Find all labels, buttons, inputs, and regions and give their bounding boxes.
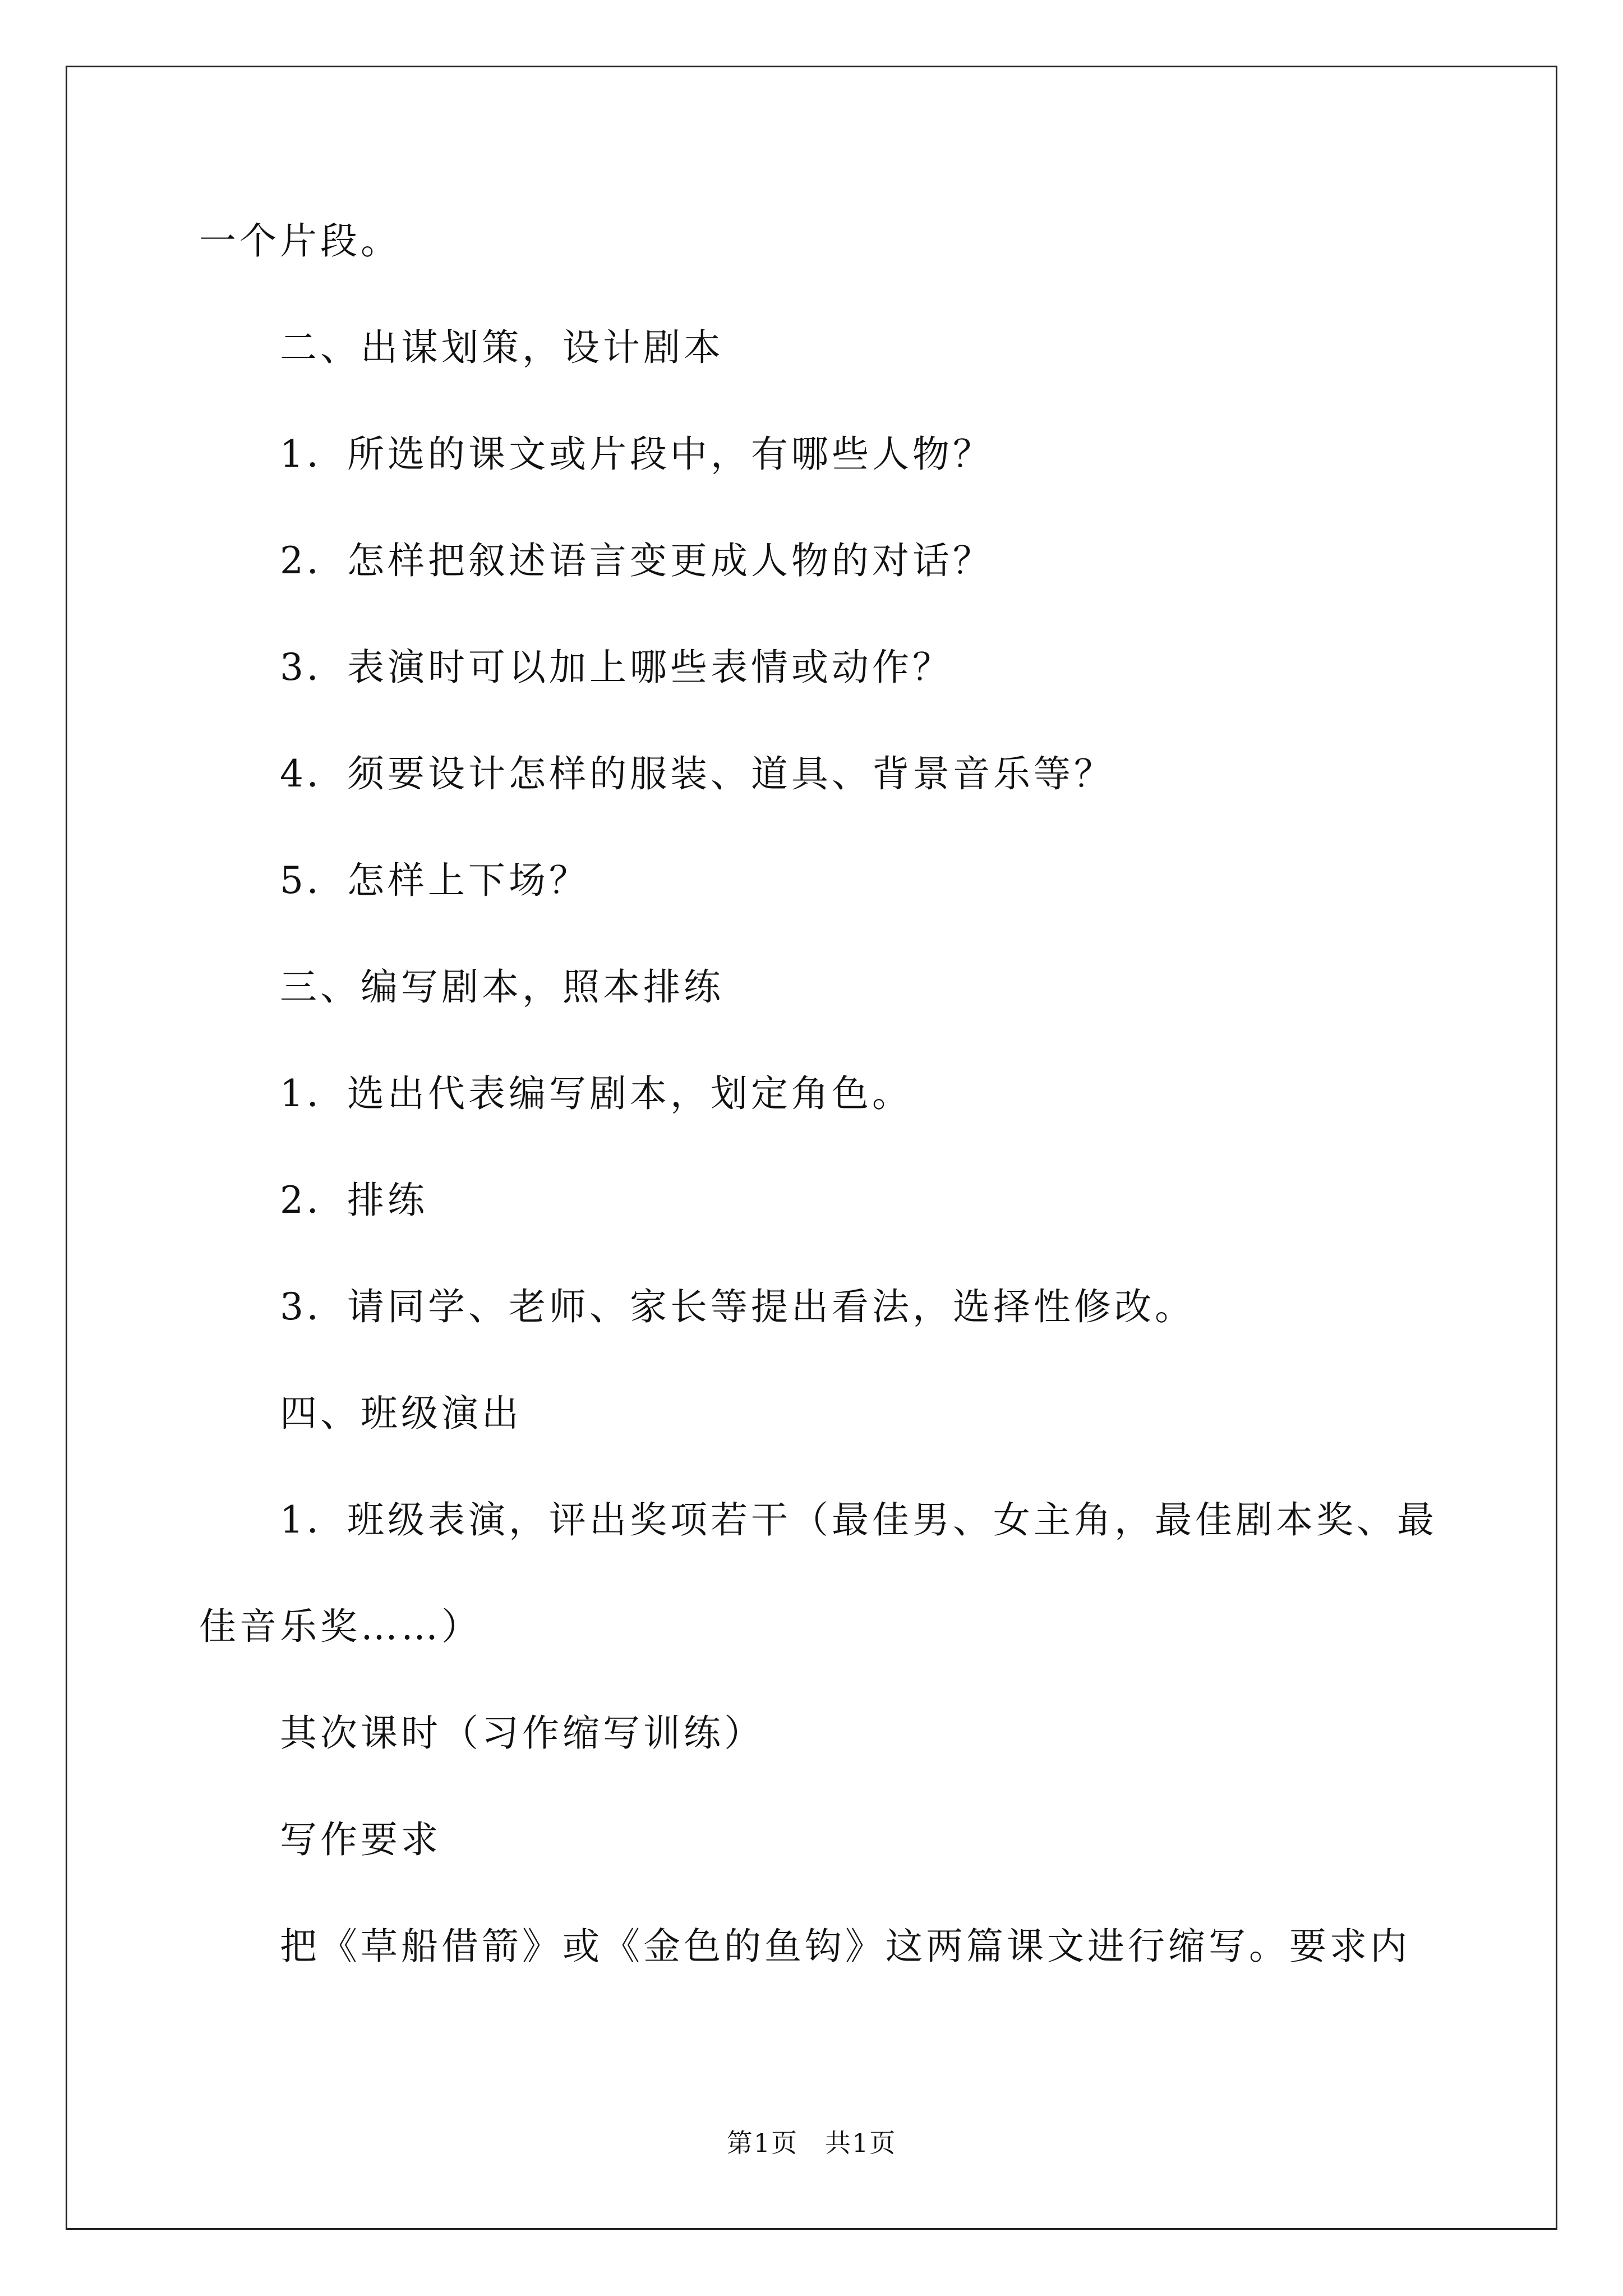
section-heading: 二、出谋划策，设计剧本	[280, 326, 724, 369]
list-item: 2．排练	[280, 1179, 428, 1222]
list-item: 3．表演时可以加上哪些表情或动作？	[280, 646, 953, 689]
list-item: 4．须要设计怎样的服装、道具、背景音乐等？	[280, 752, 1114, 795]
list-item: 1．班级表演，评出奖项若干（最佳男、女主角，最佳剧本奖、最	[280, 1498, 1437, 1542]
page-border	[66, 66, 1557, 2230]
text-line: 佳音乐奖……）	[199, 1605, 482, 1648]
list-item: 1．所选的课文或片段中，有哪些人物？	[280, 432, 993, 476]
text-line: 一个片段。	[199, 219, 401, 263]
section-heading: 四、班级演出	[280, 1392, 522, 1435]
section-heading: 三、编写剧本，照本排练	[280, 965, 724, 1009]
section-heading: 写作要求	[280, 1818, 441, 1861]
list-item: 5．怎样上下场？	[280, 859, 589, 902]
section-heading: 其次课时（习作缩写训练）	[280, 1711, 764, 1755]
paragraph: 把《草船借箭》或《金色的鱼钩》这两篇课文进行缩写。要求内	[280, 1925, 1410, 1968]
list-item: 1．选出代表编写剧本，划定角色。	[280, 1072, 912, 1115]
list-item: 3．请同学、老师、家长等提出看法，选择性修改。	[280, 1285, 1195, 1328]
list-item: 2．怎样把叙述语言变更成人物的对话？	[280, 539, 993, 582]
page-footer: 第1页 共1页	[726, 2128, 897, 2158]
